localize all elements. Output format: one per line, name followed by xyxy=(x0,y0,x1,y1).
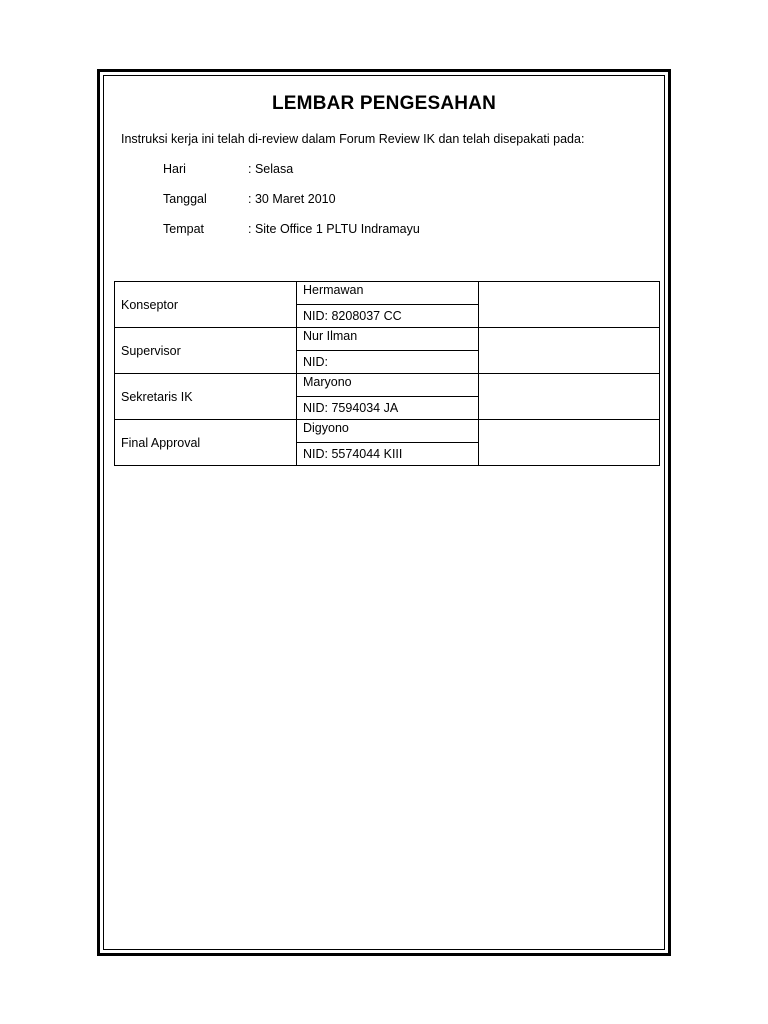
nid-cell: NID: 8208037 CC xyxy=(297,305,479,328)
name-cell: Maryono xyxy=(297,374,479,397)
name-cell: Digyono xyxy=(297,420,479,443)
info-row-tempat xyxy=(163,222,420,236)
role-cell: Supervisor xyxy=(115,328,297,374)
role-cell: Sekretaris IK xyxy=(115,374,297,420)
table-row xyxy=(115,282,660,305)
page-border xyxy=(97,69,671,956)
info-value: : Site Office 1 PLTU Indramayu xyxy=(248,222,420,236)
page-title: LEMBAR PENGESAHAN xyxy=(271,93,497,114)
signature-cell xyxy=(479,282,660,328)
info-label: Hari xyxy=(163,162,186,176)
nid-cell: NID: 7594034 JA xyxy=(297,397,479,420)
role-cell: Konseptor xyxy=(115,282,297,328)
signature-cell xyxy=(479,374,660,420)
signature-cell xyxy=(479,420,660,466)
intro-text: Instruksi kerja ini telah di-review dalam Forum Review IK dan telah disepakati pada: xyxy=(121,132,585,146)
signature-cell xyxy=(479,328,660,374)
name-cell: Nur Ilman xyxy=(297,328,479,351)
info-row-tanggal xyxy=(163,192,336,206)
info-row-hari xyxy=(163,162,293,176)
info-value: : 30 Maret 2010 xyxy=(248,192,336,206)
nid-cell: NID: 5574044 KIII xyxy=(297,443,479,466)
name-cell: Hermawan xyxy=(297,282,479,305)
table-row xyxy=(115,374,660,397)
nid-cell: NID: xyxy=(297,351,479,374)
table-row xyxy=(115,420,660,443)
approval-table xyxy=(114,281,660,466)
info-label: Tanggal xyxy=(163,192,207,206)
info-label: Tempat xyxy=(163,222,204,236)
table-row xyxy=(115,328,660,351)
page-border-inner xyxy=(103,75,665,950)
info-value: : Selasa xyxy=(248,162,294,176)
role-cell: Final Approval xyxy=(115,420,297,466)
